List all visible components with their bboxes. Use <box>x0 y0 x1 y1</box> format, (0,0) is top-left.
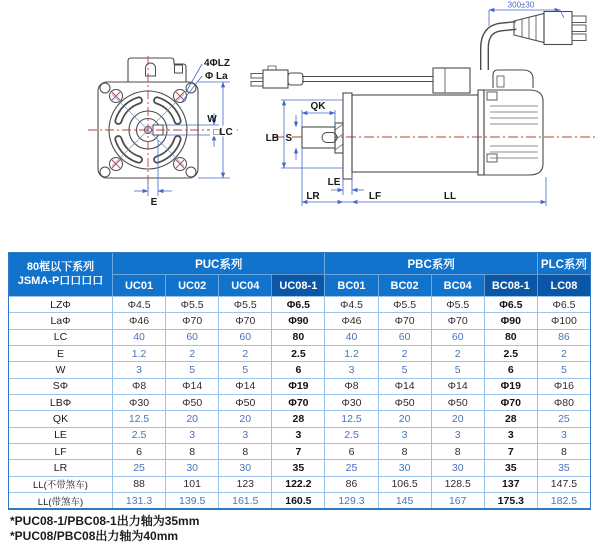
value-UC02-LL(不带煞车): 101 <box>165 476 218 492</box>
column-header-UC04: UC04 <box>218 274 271 296</box>
value-LC08-LBΦ: Φ80 <box>537 394 590 410</box>
value-BC08-1-LL(不带煞车): 137 <box>484 476 537 492</box>
value-BC04-E: 2 <box>431 345 484 361</box>
value-BC02-LE: 3 <box>378 427 431 443</box>
row-label: E <box>9 345 112 361</box>
label-w: W <box>207 114 217 125</box>
value-UC08-1-QK: 28 <box>271 410 324 426</box>
value-BC02-LC: 60 <box>378 329 431 345</box>
value-BC04-W: 5 <box>431 361 484 377</box>
value-BC04-LR: 30 <box>431 459 484 475</box>
value-UC04-LE: 3 <box>218 427 271 443</box>
row-label: LL(不带煞车) <box>9 476 112 492</box>
column-header-UC01: UC01 <box>112 274 165 296</box>
value-LC08-LaΦ: Φ100 <box>537 312 590 328</box>
value-UC02-LaΦ: Φ70 <box>165 312 218 328</box>
value-BC02-LR: 30 <box>378 459 431 475</box>
label-lc: □LC <box>213 127 233 138</box>
value-UC08-1-LBΦ: Φ70 <box>271 394 324 410</box>
value-LC08-LL(带煞车): 182.5 <box>537 492 590 508</box>
label-e: E <box>150 197 158 208</box>
column-header-BC02: BC02 <box>378 274 431 296</box>
value-UC08-1-LZΦ: Φ6.5 <box>271 296 324 312</box>
value-UC01-LZΦ: Φ4.5 <box>112 296 165 312</box>
value-BC01-SΦ: Φ8 <box>324 378 377 394</box>
value-UC02-QK: 20 <box>165 410 218 426</box>
value-UC02-LF: 8 <box>165 443 218 459</box>
value-BC02-LBΦ: Φ50 <box>378 394 431 410</box>
label-lr: LR <box>306 191 320 202</box>
value-BC08-1-LE: 3 <box>484 427 537 443</box>
column-header-LC08: LC08 <box>537 274 590 296</box>
value-UC08-1-LF: 7 <box>271 443 324 459</box>
value-LC08-LR: 35 <box>537 459 590 475</box>
value-BC04-SΦ: Φ14 <box>431 378 484 394</box>
label-ll: LL <box>443 191 457 202</box>
row-label: LaΦ <box>9 312 112 328</box>
footnote-1: *PUC08-1/PBC08-1出力轴为35mm <box>10 514 200 528</box>
value-BC02-LF: 8 <box>378 443 431 459</box>
label-cable-length: 300±30 <box>507 0 535 10</box>
value-UC02-W: 5 <box>165 361 218 377</box>
encoder-gland <box>433 68 470 93</box>
footnotes <box>10 514 199 544</box>
value-UC02-SΦ: Φ14 <box>165 378 218 394</box>
row-label: LC <box>9 329 112 345</box>
value-UC02-LC: 60 <box>165 329 218 345</box>
power-cable-icon <box>485 12 587 71</box>
value-UC08-1-E: 2.5 <box>271 345 324 361</box>
value-BC08-1-LaΦ: Φ90 <box>484 312 537 328</box>
value-BC04-QK: 20 <box>431 410 484 426</box>
row-label: LE <box>9 427 112 443</box>
value-BC04-LZΦ: Φ5.5 <box>431 296 484 312</box>
value-UC04-SΦ: Φ14 <box>218 378 271 394</box>
column-header-UC08-1: UC08-1 <box>271 274 324 296</box>
column-header-BC01: BC01 <box>324 274 377 296</box>
value-BC01-LaΦ: Φ46 <box>324 312 377 328</box>
value-BC08-1-W: 6 <box>484 361 537 377</box>
value-UC01-LBΦ: Φ30 <box>112 394 165 410</box>
value-BC02-E: 2 <box>378 345 431 361</box>
value-BC01-LL(带煞车): 129.3 <box>324 492 377 508</box>
value-BC01-W: 3 <box>324 361 377 377</box>
value-UC08-1-LC: 80 <box>271 329 324 345</box>
value-BC04-LaΦ: Φ70 <box>431 312 484 328</box>
front-view <box>88 56 240 208</box>
value-BC08-1-LC: 80 <box>484 329 537 345</box>
value-LC08-LC: 86 <box>537 329 590 345</box>
value-UC01-LR: 25 <box>112 459 165 475</box>
value-UC04-E: 2 <box>218 345 271 361</box>
row-label: LBΦ <box>9 394 112 410</box>
value-UC04-LaΦ: Φ70 <box>218 312 271 328</box>
series-group-header: PUC系列 <box>112 253 324 274</box>
value-BC08-1-LZΦ: Φ6.5 <box>484 296 537 312</box>
value-UC08-1-LL(不带煞车): 122.2 <box>271 476 324 492</box>
label-le: LE <box>327 177 341 188</box>
footnote-2: *PUC08/PBC08出力轴为40mm <box>10 529 179 543</box>
value-UC02-LR: 30 <box>165 459 218 475</box>
value-BC02-SΦ: Φ14 <box>378 378 431 394</box>
value-BC08-1-E: 2.5 <box>484 345 537 361</box>
label-s: S <box>285 133 292 144</box>
row-label: LF <box>9 443 112 459</box>
value-BC08-1-QK: 28 <box>484 410 537 426</box>
value-UC04-LL(不带煞车): 123 <box>218 476 271 492</box>
motor-connector-front-icon <box>128 58 186 82</box>
power-gland <box>493 70 533 88</box>
value-UC02-E: 2 <box>165 345 218 361</box>
value-UC04-QK: 20 <box>218 410 271 426</box>
label-qk: QK <box>310 101 326 112</box>
value-BC02-LZΦ: Φ5.5 <box>378 296 431 312</box>
value-BC04-LBΦ: Φ50 <box>431 394 484 410</box>
value-UC01-LL(带煞车): 131.3 <box>112 492 165 508</box>
value-UC08-1-SΦ: Φ19 <box>271 378 324 394</box>
value-UC01-LaΦ: Φ46 <box>112 312 165 328</box>
value-UC02-LE: 3 <box>165 427 218 443</box>
value-BC01-LZΦ: Φ4.5 <box>324 296 377 312</box>
value-BC08-1-LBΦ: Φ70 <box>484 394 537 410</box>
value-UC01-QK: 12.5 <box>112 410 165 426</box>
column-header-BC08-1: BC08-1 <box>484 274 537 296</box>
value-UC04-LL(带煞车): 161.5 <box>218 492 271 508</box>
label-lb: LB <box>265 133 279 144</box>
value-BC01-LBΦ: Φ30 <box>324 394 377 410</box>
value-BC01-LF: 6 <box>324 443 377 459</box>
value-UC04-LZΦ: Φ5.5 <box>218 296 271 312</box>
row-label: QK <box>9 410 112 426</box>
column-header-BC04: BC04 <box>431 274 484 296</box>
value-UC01-E: 1.2 <box>112 345 165 361</box>
value-UC08-1-LaΦ: Φ90 <box>271 312 324 328</box>
row-label: LZΦ <box>9 296 112 312</box>
row-label: LR <box>9 459 112 475</box>
value-BC02-LaΦ: Φ70 <box>378 312 431 328</box>
value-BC01-E: 1.2 <box>324 345 377 361</box>
value-BC02-LL(带煞车): 145 <box>378 492 431 508</box>
value-LC08-LF: 8 <box>537 443 590 459</box>
encoder-cable-icon <box>251 66 433 88</box>
value-UC01-LL(不带煞车): 88 <box>112 476 165 492</box>
value-BC01-LR: 25 <box>324 459 377 475</box>
column-header-UC02: UC02 <box>165 274 218 296</box>
value-BC02-LL(不带煞车): 106.5 <box>378 476 431 492</box>
value-UC01-LC: 40 <box>112 329 165 345</box>
value-UC02-LBΦ: Φ50 <box>165 394 218 410</box>
value-LC08-LL(不带煞车): 147.5 <box>537 476 590 492</box>
row-label: LL(带煞车) <box>9 492 112 508</box>
row-label: SΦ <box>9 378 112 394</box>
value-UC08-1-LL(带煞车): 160.5 <box>271 492 324 508</box>
value-BC04-LL(带煞车): 167 <box>431 492 484 508</box>
value-UC01-SΦ: Φ8 <box>112 378 165 394</box>
value-BC08-1-LL(带煞车): 175.3 <box>484 492 537 508</box>
side-view <box>251 1 596 207</box>
value-LC08-LZΦ: Φ6.5 <box>537 296 590 312</box>
label-4philz: 4ΦLZ <box>204 58 230 69</box>
dimension-table <box>8 252 591 510</box>
value-BC08-1-SΦ: Φ19 <box>484 378 537 394</box>
value-BC02-W: 5 <box>378 361 431 377</box>
label-lf: LF <box>368 191 382 202</box>
table-corner-header: 80框以下系列 JSMA-P口口口口 <box>9 253 112 296</box>
value-UC01-LE: 2.5 <box>112 427 165 443</box>
value-BC04-LC: 60 <box>431 329 484 345</box>
value-LC08-SΦ: Φ16 <box>537 378 590 394</box>
value-BC01-LC: 40 <box>324 329 377 345</box>
technical-drawing <box>0 0 600 248</box>
value-UC08-1-W: 6 <box>271 361 324 377</box>
value-LC08-E: 2 <box>537 345 590 361</box>
value-UC04-LR: 30 <box>218 459 271 475</box>
value-UC02-LZΦ: Φ5.5 <box>165 296 218 312</box>
row-label: W <box>9 361 112 377</box>
value-UC01-W: 3 <box>112 361 165 377</box>
value-UC02-LL(带煞车): 139.5 <box>165 492 218 508</box>
value-BC08-1-LF: 7 <box>484 443 537 459</box>
value-UC08-1-LE: 3 <box>271 427 324 443</box>
value-BC04-LE: 3 <box>431 427 484 443</box>
value-BC01-LL(不带煞车): 86 <box>324 476 377 492</box>
value-LC08-LE: 3 <box>537 427 590 443</box>
value-BC01-LE: 2.5 <box>324 427 377 443</box>
value-BC02-QK: 20 <box>378 410 431 426</box>
value-UC04-LBΦ: Φ50 <box>218 394 271 410</box>
series-group-header: PBC系列 <box>324 253 536 274</box>
value-LC08-W: 5 <box>537 361 590 377</box>
cooling-fins <box>490 106 538 158</box>
label-phila: Φ La <box>205 71 228 82</box>
value-UC04-LC: 60 <box>218 329 271 345</box>
value-UC01-LF: 6 <box>112 443 165 459</box>
value-UC04-LF: 8 <box>218 443 271 459</box>
value-UC04-W: 5 <box>218 361 271 377</box>
value-BC01-QK: 12.5 <box>324 410 377 426</box>
value-LC08-QK: 25 <box>537 410 590 426</box>
value-UC08-1-LR: 35 <box>271 459 324 475</box>
series-group-header: PLC系列 <box>537 253 590 274</box>
value-BC04-LF: 8 <box>431 443 484 459</box>
value-BC04-LL(不带煞车): 128.5 <box>431 476 484 492</box>
value-BC08-1-LR: 35 <box>484 459 537 475</box>
